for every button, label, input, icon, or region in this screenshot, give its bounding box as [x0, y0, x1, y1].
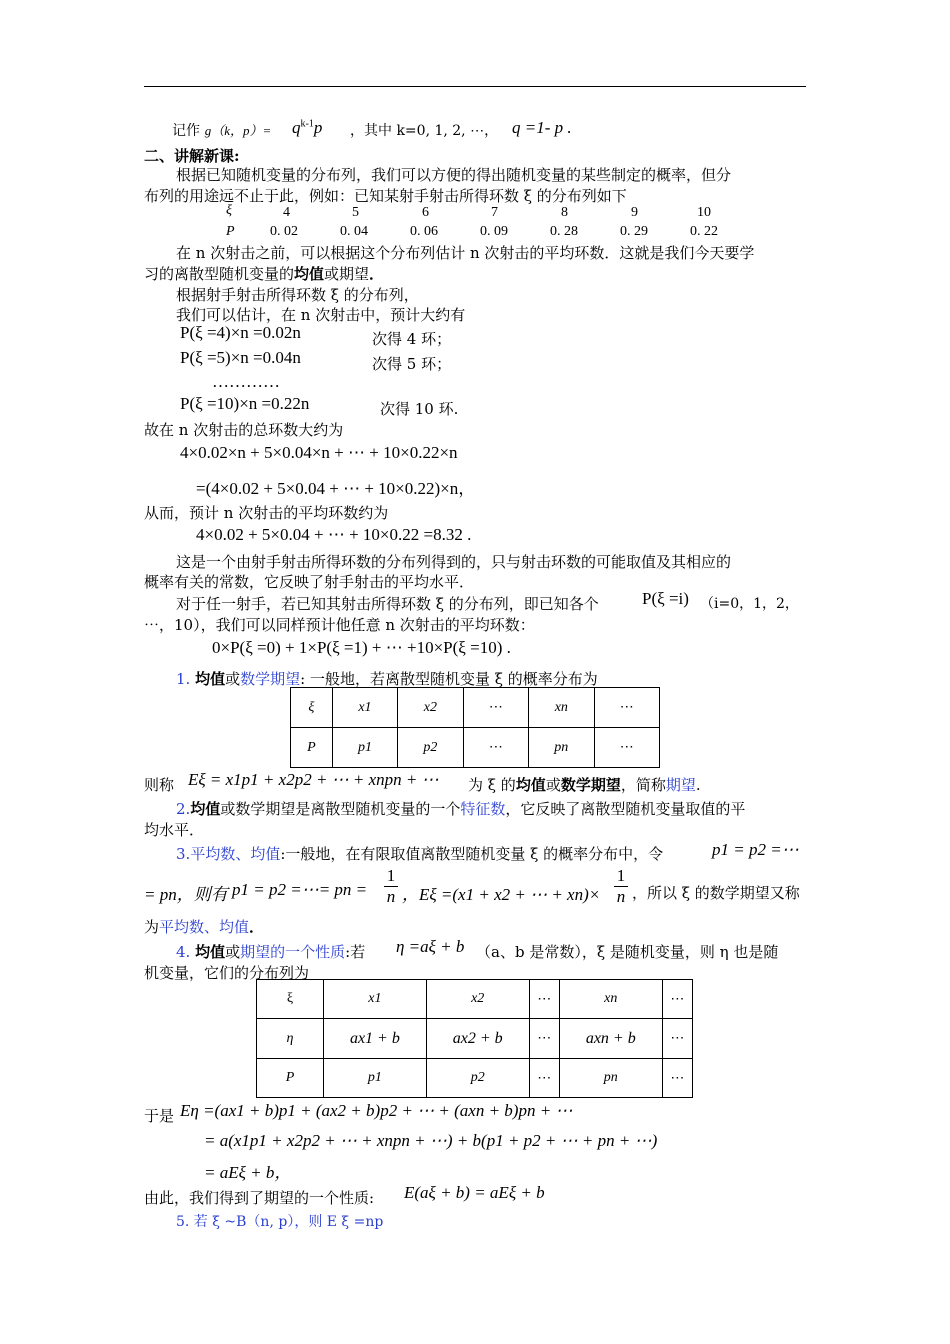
geometric-dist-line: [172, 120, 271, 140]
item2-feature: 特征数: [460, 800, 506, 818]
item5: 5. 若 ξ ~B（n, p），则 E ξ =np: [176, 1214, 384, 1230]
then1-prefix: 则称: [144, 776, 175, 794]
item1-num: 1.: [176, 670, 191, 688]
then1-rest: [468, 774, 701, 795]
table2-cell: ⋯: [529, 1019, 559, 1059]
item4-or: 或: [225, 943, 241, 961]
estimate-formula: P(ξ =4)×n =0.02n: [180, 323, 301, 342]
item3-line1: [176, 843, 663, 864]
dist-p-value: 0. 02: [270, 224, 298, 239]
para4-line2: 概率有关的常数，它反映了射手射击的平均水平．: [144, 573, 475, 591]
then1-expect-link: 期望: [665, 776, 696, 794]
item1-text: : 一般地，若离散型随机变量 ξ 的概率分布为: [300, 670, 598, 688]
then2-formula3: = aEξ + b，: [204, 1163, 292, 1182]
item3-period: ．: [249, 918, 265, 936]
dist-p-value: 0. 06: [410, 224, 438, 239]
item2-mean: 均值: [190, 800, 221, 818]
total-intro: 故在 n 次射击的总环数大约为: [144, 421, 344, 439]
dist-xi-value: 4: [283, 205, 290, 220]
item2-line1: [176, 798, 745, 819]
table2-cell: ax1 + b: [324, 1019, 427, 1059]
table2-cell: axn + b: [559, 1019, 662, 1059]
dist-xi-value: 9: [631, 205, 638, 220]
para1-text: 习的离散型随机变量的: [144, 265, 295, 283]
prop-formula: E(aξ + b) = aEξ + b: [404, 1183, 545, 1202]
fraction-denominator: n: [386, 887, 396, 906]
para1-text-expect: 或期望: [324, 265, 370, 283]
dist-p-label: P: [226, 224, 235, 239]
item4-line1b: （a、b 是常数），ξ 是随机变量，则 η 也是随: [476, 943, 779, 961]
table2-cell: ⋯: [662, 1019, 692, 1059]
item1-expectation: 数学期望: [240, 670, 301, 688]
item4-num: 4.: [176, 943, 191, 961]
item3-avg: 平均数、均值: [190, 845, 281, 863]
table1-cell: P: [291, 728, 333, 768]
para5-line1a: 对于任一射手，若已知其射击所得环数 ξ 的分布列，即已知各个: [176, 595, 599, 613]
item2-text2: ，它反映了离散型随机变量取值的平: [505, 800, 746, 818]
estimate-text: 次得 5 环；: [372, 355, 452, 373]
item4-property: 期望的一个性质: [240, 943, 346, 961]
dist-xi-value: 7: [491, 205, 498, 220]
table1-cell: p1: [332, 728, 397, 768]
total-formula-2: =(4×0.02 + 5×0.04 + ⋯ + 10×0.22)×n，: [196, 479, 476, 498]
then1-or: 或: [545, 776, 561, 794]
table1-cell: x2: [398, 688, 463, 728]
total-formula-1: 4×0.02×n + 5×0.04×n + ⋯ + 10×0.22×n: [180, 443, 458, 462]
item4-mean: 均值: [195, 943, 226, 961]
table1-cell: ⋯: [594, 728, 659, 768]
dist-xi-value: 5: [352, 205, 359, 220]
table1-cell: ⋯: [594, 688, 659, 728]
table1-cell: p2: [398, 728, 463, 768]
dist-p-value: 0. 09: [480, 224, 508, 239]
table2-cell: p1: [324, 1059, 427, 1098]
fraction-numerator: 1: [386, 866, 396, 885]
para1-period: ．: [369, 265, 385, 283]
item2-num: 2.: [176, 800, 191, 818]
table2-cell: pn: [559, 1059, 662, 1098]
intro-line2: 布列的用途远不止于此，例如：已知某射手射击所得环数 ξ 的分布列如下: [144, 187, 627, 205]
para1-line2: [144, 263, 384, 284]
then1-period: .: [695, 776, 701, 794]
sum-formula: 0×P(ξ =0) + 1×P(ξ =1) + ⋯ +10×P(ξ =10) .: [212, 638, 511, 657]
item3-fraction: [384, 866, 398, 907]
table2-cell: x2: [426, 980, 529, 1019]
table2-cell: ⋯: [662, 1059, 692, 1098]
line1-p: p: [313, 118, 323, 137]
table1-cell: xn: [529, 688, 594, 728]
table2-cell: η: [257, 1019, 324, 1059]
item3-formula3: ，Eξ =(x1 + x2 + ⋯ + xn)×: [402, 885, 601, 904]
item4-if: :若: [345, 943, 366, 961]
estimate-text: 次得 4 环；: [372, 330, 452, 348]
estimate-ellipsis: …………: [212, 372, 280, 391]
item3-avg-link: 平均数、均值: [159, 918, 250, 936]
section2-title: 二、讲解新课:: [144, 147, 240, 165]
avg-intro: 从而，预计 n 次射击的平均环数约为: [144, 504, 389, 522]
para5-line2: ⋯，10），我们可以同样预计他任意 n 次射击的平均环数：: [144, 616, 535, 634]
estimate-formula: P(ξ =10)×n =0.22n: [180, 394, 310, 413]
para5-formula: P(ξ =i): [642, 589, 689, 608]
then2-formula1: Eη =(ax1 + b)p1 + (ax2 + b)p2 + ⋯ + (axn + b)pn + ⋯: [180, 1101, 573, 1120]
fraction-numerator: 1: [616, 866, 626, 885]
item2-line2: 均水平．: [144, 821, 205, 839]
then2-formula2: = a(x1p1 + x2p2 + ⋯ + xnpn + ⋯) + b(p1 + p2 + ⋯ + pn + ⋯): [204, 1131, 658, 1150]
item3-formula2: p1 = p2 =⋯= pn =: [232, 880, 368, 899]
then2-prefix: 于是: [144, 1107, 175, 1125]
then1-formula: Eξ = x1p1 + x2p2 + ⋯ + xnpn + ⋯: [188, 770, 439, 789]
item4-formula: η =aξ + b: [396, 937, 465, 956]
table1-cell: ⋯: [463, 688, 528, 728]
then1-mean: 均值: [515, 776, 546, 794]
line1-qp: [292, 118, 322, 138]
then1-short: ，简称: [620, 776, 666, 794]
line1-mid: ，其中 k=0, 1, 2, ⋯，: [350, 123, 499, 139]
table1-cell: pn: [529, 728, 594, 768]
then1-text: 为 ξ 的: [468, 776, 516, 794]
table1-cell: ⋯: [463, 728, 528, 768]
table2-cell: ⋯: [662, 980, 692, 1019]
item3-wei: 为: [144, 918, 160, 936]
table2-cell: xn: [559, 980, 662, 1019]
dist-p-value: 0. 04: [340, 224, 368, 239]
prop-text: 由此，我们得到了期望的一个性质:: [144, 1189, 375, 1207]
table1-cell: ξ: [291, 688, 333, 728]
dist-p-value: 0. 29: [620, 224, 648, 239]
item3-text: :一般地，在有限取值离散型随机变量 ξ 的概率分布中，令: [280, 845, 664, 863]
line1-sup: k-1: [300, 118, 314, 130]
dist-xi-value: 6: [422, 205, 429, 220]
dist-xi-value: 8: [561, 205, 568, 220]
para5-line1b: （i=0，1，2，: [700, 596, 799, 612]
table2-cell: ax2 + b: [426, 1019, 529, 1059]
line1-g: g（k，p）=: [204, 123, 272, 138]
table1-cell: x1: [332, 688, 397, 728]
item1-or: 或: [225, 670, 241, 688]
item3-line2-a: = pn，则有: [144, 885, 228, 904]
item4-line2: 机变量，它们的分布列为: [144, 964, 310, 982]
para4-line1: 这是一个由射手射击所得环数的分布列得到的，只与射击环数的可能取值及其相应的: [176, 553, 732, 571]
dist-p-value: 0. 28: [550, 224, 578, 239]
fraction-denominator: n: [616, 887, 626, 906]
line1-formula: q =1- p .: [512, 118, 572, 137]
para1-line1: 在 n 次射击之前，可以根据这个分布列估计 n 次射击的平均环数．这就是我们今天要学: [176, 244, 755, 262]
avg-formula: 4×0.02 + 5×0.04 + ⋯ + 10×0.22 =8.32 .: [196, 525, 472, 544]
distribution-table-1: [290, 687, 660, 768]
table2-cell: p2: [426, 1059, 529, 1098]
item2-text: 或数学期望是离散型随机变量的一个: [220, 800, 461, 818]
item3-line2-b: ，所以 ξ 的数学期望又称: [632, 884, 800, 902]
item3-formula1: p1 = p2 =⋯: [712, 840, 799, 859]
para3: 我们可以估计，在 n 次射击中，预计大约有: [176, 306, 466, 324]
para2: 根据射手射击所得环数 ξ 的分布列，: [176, 286, 419, 304]
line1-q: q: [292, 118, 301, 137]
header-rule: [144, 86, 806, 87]
table2-cell: ⋯: [529, 980, 559, 1019]
estimate-text: 次得 10 环.: [380, 400, 459, 418]
dist-p-value: 0. 22: [690, 224, 718, 239]
item3-line3: [144, 916, 264, 937]
table2-cell: ξ: [257, 980, 324, 1019]
table2-cell: ⋯: [529, 1059, 559, 1098]
dist-xi-label: ξ: [226, 203, 232, 218]
dist-xi-value: 10: [697, 205, 711, 220]
item4-line1a: [176, 941, 365, 962]
estimate-formula: P(ξ =5)×n =0.04n: [180, 348, 301, 367]
line1-prefix: 记作: [172, 123, 200, 139]
table2-cell: P: [257, 1059, 324, 1098]
table2-cell: x1: [324, 980, 427, 1019]
item1-mean: 均值: [195, 670, 226, 688]
item3-fraction-2: [614, 866, 628, 907]
para1-bold-mean: 均值: [294, 265, 325, 283]
item3-num: 3.: [176, 845, 191, 863]
intro-line1: 根据已知随机变量的分布列，我们可以方便的得出随机变量的某些制定的概率，但分: [176, 166, 732, 184]
item1: [176, 668, 598, 689]
then1-expectation: 数学期望: [560, 776, 621, 794]
distribution-table-2: [256, 979, 693, 1098]
